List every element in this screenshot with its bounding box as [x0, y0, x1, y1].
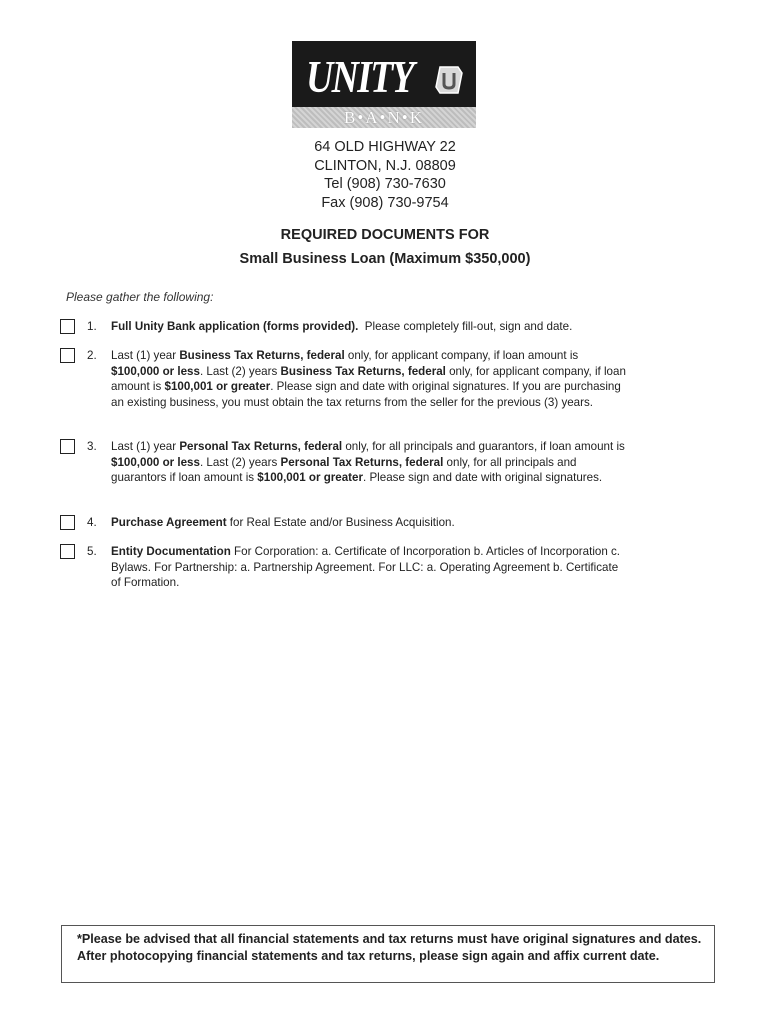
bank-address: [0, 138, 770, 212]
address-city: CLINTON, N.J. 08809: [314, 157, 456, 174]
item-text: Full Unity Bank application (forms provided). Please completely fill-out, sign and date.: [111, 320, 573, 333]
item-text: Purchase Agreement for Real Estate and/or Business Acquisition.: [111, 516, 455, 529]
instructions: Please gather the following:: [66, 290, 214, 304]
checkbox[interactable]: [60, 544, 75, 559]
signature-notice: *Please be advised that all financial statements and tax returns must have original signatures and dates. After photocopying financial statements and tax returns, please sign again and affix current date.: [61, 925, 715, 983]
logo-wordmark: UNITY: [306, 51, 414, 102]
item-number: 1.: [87, 320, 97, 333]
item-text: Last (1) year Business Tax Returns, federal only, for applicant company, if loan amount is $100,000 or less. Last (2) years Business Tax Returns, federal only, for applicant company, if loan amount is $100,001 or greater. Please sign and date with original signatures. If you are purchasing an existing business, you must obtain the tax returns from the seller for the previous (3) years.: [111, 349, 626, 409]
logo-bank-band: B•A•N•K: [292, 107, 476, 128]
checkbox[interactable]: [60, 319, 75, 334]
address-phone: Tel (908) 730-7630: [324, 176, 446, 193]
unity-bank-logo: [292, 41, 476, 128]
address-street: 64 OLD HIGHWAY 22: [314, 139, 456, 155]
item-number: 2.: [87, 349, 97, 362]
item-text: Last (1) year Personal Tax Returns, federal only, for all principals and guarantors, if loan amount is $100,000 or less. Last (2) years Personal Tax Returns, federal only, for all principals and guarantors if loan amount is $100,001 or greater. Please sign and date with original signatures.: [111, 440, 625, 484]
page-title: REQUIRED DOCUMENTS FOR: [280, 227, 490, 243]
checkbox[interactable]: [60, 439, 75, 454]
item-number: 4.: [87, 516, 97, 529]
item-text: Entity Documentation For Corporation: a. Certificate of Incorporation b. Articles of Incorporation c. Bylaws. For Partnership: a. Partnership Agreement. For LLC: a. Operating Agreement b. Certificate of Formation.: [111, 545, 621, 589]
page-subtitle: Small Business Loan (Maximum $350,000): [239, 251, 531, 267]
item-number: 5.: [87, 545, 97, 558]
checkbox[interactable]: [60, 348, 75, 363]
logo-u-emblem-icon: [432, 63, 466, 97]
address-fax: Fax (908) 730-9754: [321, 194, 449, 211]
item-number: 3.: [87, 440, 97, 453]
checkbox[interactable]: [60, 515, 75, 530]
